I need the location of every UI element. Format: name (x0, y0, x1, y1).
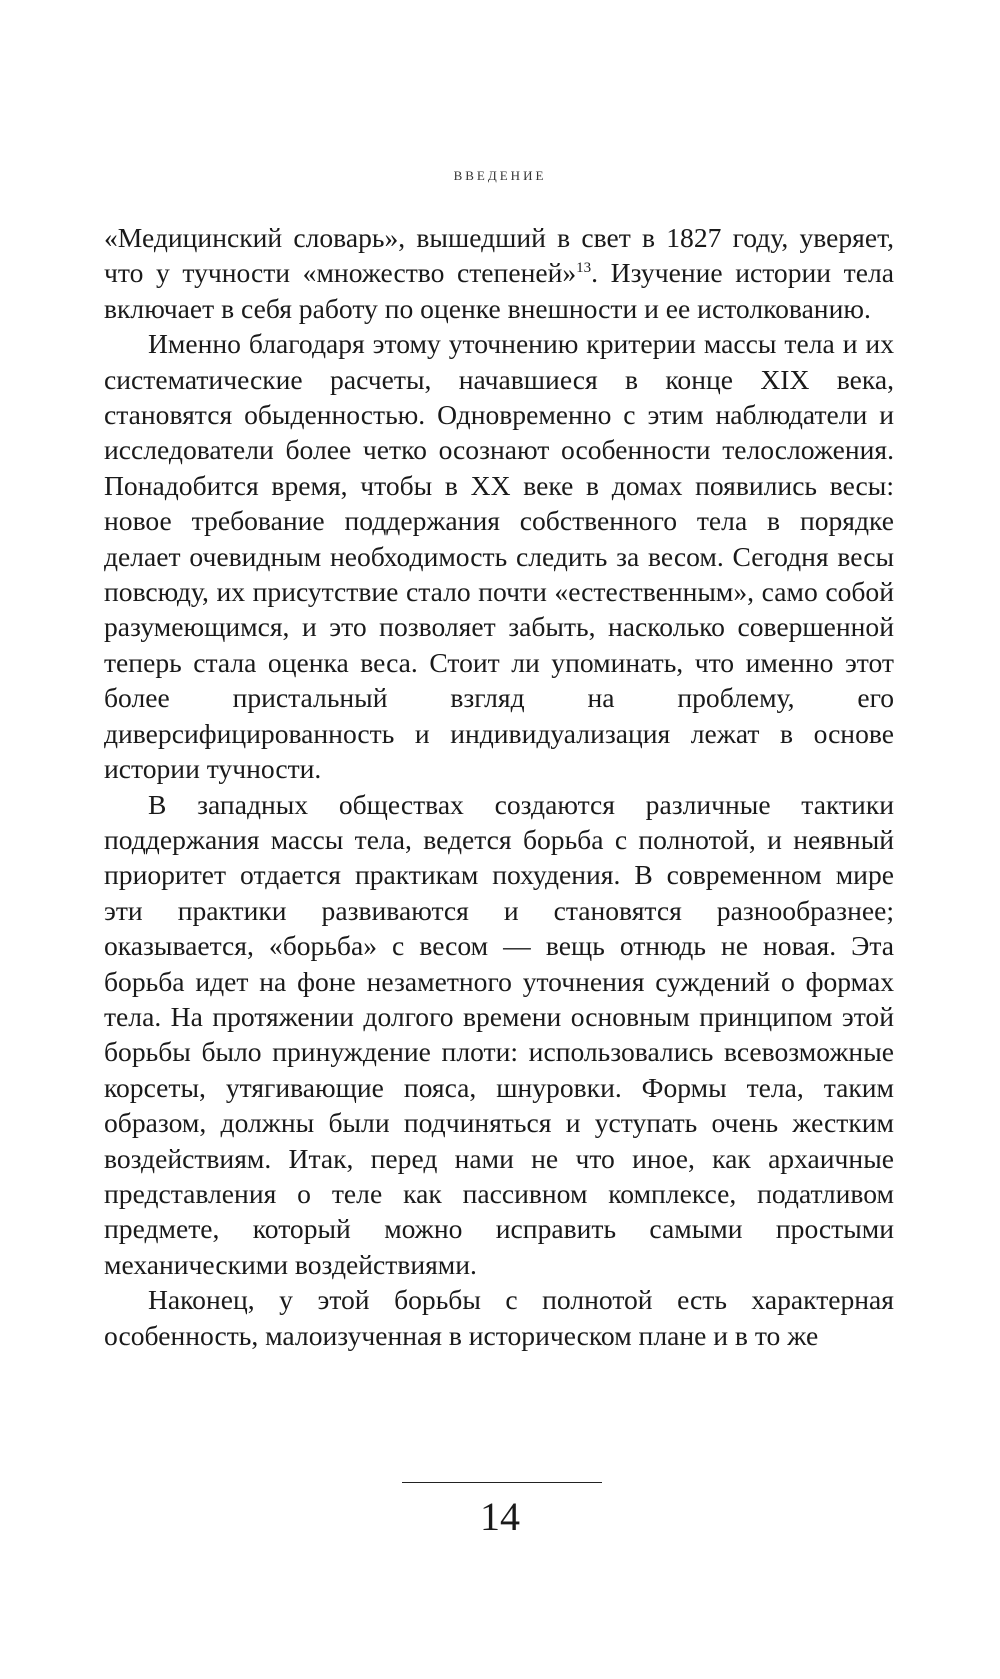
paragraph-2: Именно благодаря этому уточнению критерии массы тела и их систематические расчеты, начавшиеся в конце XIX века, становятся обыденностью. Одновременно с этим наблюдатели и исследователи более четко осознают особенности телосложения. Понадобится время, чтобы в XX веке в домах появились весы: новое требование поддержания собственного тела в порядке делает очевидным необходимость следить за весом. Сегодня весы повсюду, их присутствие стало почти «естественным», само собой разумеющимся, и это позволяет забыть, насколько совершенной теперь стала оценка веса. Стоит ли упоминать, что именно этот более пристальный взгляд на проблему, его диверсифицированность и индивидуализация лежат в основе истории тучности. (104, 328, 894, 785)
paragraph-1-text-continued: . Изучение истории тела включает в себя работу по оценке внешности и ее истолкованию. (104, 257, 894, 324)
folio-rule (402, 1482, 602, 1483)
paragraph-1-text: «Медицинский словарь», вышедший в свет в 1827 году, уверяет, что у тучности «множество степеней» (104, 222, 894, 289)
footnote-reference: 13 (576, 260, 592, 277)
body-text (104, 220, 894, 1353)
page-number: 14 (480, 1494, 520, 1539)
paragraph-4: Наконец, у этой борьбы с полнотой есть характерная особенность, малоизученная в историческом плане и в то же (104, 1284, 894, 1351)
running-head: ВВЕДЕНИЕ (453, 168, 547, 183)
paragraph-1 (104, 220, 894, 326)
paragraph-3: В западных обществах создаются различные тактики поддержания массы тела, ведется борьба с полнотой, и неявный приоритет отдается практикам похудения. В современном мире эти практики развиваются и становятся разнообразнее; оказывается, «борьба» с весом — вещь отнюдь не новая. Эта борьба идет на фоне незаметного уточнения суждений о формах тела. На протяжении долгого времени основным принципом этой борьбы было принуждение плоти: использовались всевозможные корсеты, утягивающие пояса, шнуровки. Формы тела, таким образом, должны были подчиняться и уступать очень жестким воздействиям. Итак, перед нами не что иное, как архаичные представления о теле как пассивном комплексе, податливом предмете, который можно исправить самыми простыми механическими воздействиями. (104, 788, 894, 1280)
